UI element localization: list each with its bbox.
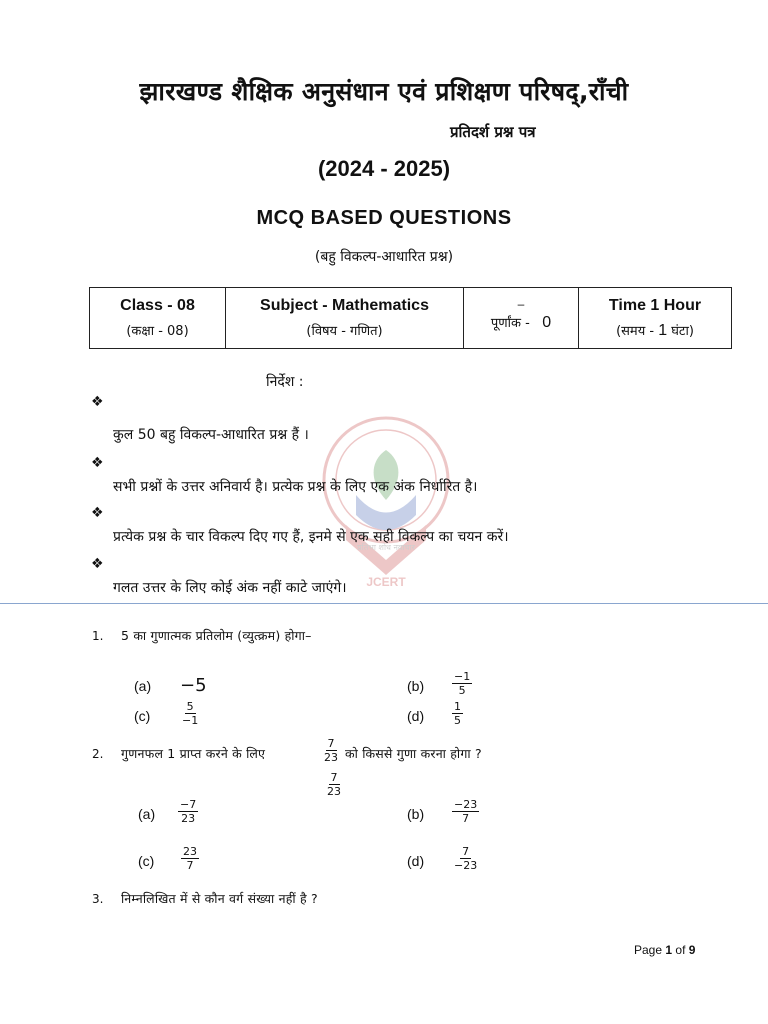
paper-title-hindi: (बहु विकल्प-आधारित प्रश्न) [314, 249, 454, 265]
marks-row [464, 313, 578, 332]
question-number: 3. [92, 892, 104, 906]
paper-type: प्रतिदर्श प्रश्न पत्र [450, 123, 536, 141]
option-value: −5 [180, 675, 207, 696]
fraction-numerator: −23 [454, 798, 478, 811]
time-label: Time 1 Hour [608, 296, 702, 314]
option-label: (a) [138, 806, 156, 822]
question-text-continued: को किससे गुणा करना होगा ? [345, 746, 482, 761]
class-label: Class - 08 [120, 297, 195, 314]
option-fraction [452, 700, 463, 727]
page-word: Page [634, 943, 663, 957]
instruction-item: प्रत्येक प्रश्न के चार विकल्प दिए गए हैं, इनमे से एक सही विकल्प का चयन करें। [113, 529, 509, 545]
marks-label: पूर्णांक - [490, 315, 530, 331]
fraction-numerator: 23 [183, 845, 197, 858]
paper-title: MCQ BASED QUESTIONS [256, 207, 512, 229]
fraction-denominator: 23 [181, 812, 196, 825]
fraction-denominator: −1 [182, 714, 199, 727]
option-fraction [452, 670, 472, 697]
instructions-heading: निर्देश : [266, 374, 304, 390]
page-current: 1 [665, 943, 673, 957]
academic-year: (2024 - 2025) [317, 156, 451, 181]
time-value: 1 [658, 321, 668, 339]
fraction-numerator: 1 [454, 700, 461, 713]
fraction-denominator: 7 [462, 812, 470, 825]
option-fraction [181, 845, 199, 872]
fraction-denominator: 23 [324, 751, 338, 764]
subject-label-hindi: (विषय - गणित) [306, 324, 383, 339]
fraction-denominator: −23 [454, 859, 478, 872]
fraction-numerator: −7 [180, 798, 197, 811]
page-total: 9 [688, 943, 696, 957]
watermark-text: JCERT [366, 575, 406, 589]
fraction-denominator: 5 [454, 714, 461, 727]
fraction-denominator: 5 [458, 684, 466, 697]
bullet-icon: ❖ [91, 505, 104, 521]
option-fraction [452, 798, 479, 825]
page-footer [634, 943, 695, 957]
time-label-hindi: (समय - [616, 323, 655, 339]
bullet-icon: ❖ [91, 556, 104, 572]
option-fraction [178, 798, 198, 825]
instruction-item: सभी प्रश्नों के उत्तर अनिवार्य है। प्रत्येक प्रश्न के लिए एक अंक निर्धारित है। [113, 479, 478, 495]
question-fraction [322, 737, 340, 764]
subject-cell [226, 288, 464, 349]
instruction-item: कुल 50 बहु विकल्प-आधारित प्रश्न हैं । [113, 427, 309, 443]
bullet-icon: ❖ [91, 455, 104, 471]
option-label: (c) [138, 853, 155, 869]
option-label: (b) [407, 678, 425, 694]
jcert-watermark-logo [316, 410, 456, 590]
fraction-denominator: 7 [186, 859, 194, 872]
class-label-hindi: (कक्षा - 08) [126, 324, 189, 339]
fraction-numerator: −1 [454, 670, 471, 683]
subject-label: Subject - Mathematics [260, 297, 429, 314]
option-label: (d) [407, 708, 425, 724]
marks-cell [464, 288, 579, 349]
marks-dash: – [517, 296, 525, 311]
fraction-numerator: 7 [327, 737, 335, 750]
fraction-numerator: 7 [330, 771, 338, 784]
question-text: गुणनफल 1 प्राप्त करने के लिए [121, 746, 266, 761]
info-table [89, 287, 732, 349]
watermark-motto: प्रतिभा शोध नवाचार [357, 543, 415, 552]
question-extra-fraction [325, 771, 343, 798]
class-cell [90, 288, 226, 349]
option-label: (b) [407, 806, 425, 822]
question-number: 2. [92, 747, 104, 761]
option-label: (d) [407, 853, 425, 869]
option-fraction [452, 845, 479, 872]
fraction-numerator: 5 [186, 700, 194, 713]
option-label: (c) [134, 708, 151, 724]
option-fraction [180, 700, 200, 727]
question-text: निम्नलिखित में से कौन वर्ग संख्या नहीं है ? [121, 891, 318, 906]
organization-title: झारखण्ड शैक्षिक अनुसंधान एवं प्रशिक्षण परिषद्,राँची [139, 77, 629, 106]
time-cell [579, 288, 732, 349]
question-text: 5 का गुणात्मक प्रतिलोम (व्युत्क्रम) होगा– [121, 628, 312, 643]
option-label: (a) [134, 678, 152, 694]
time-row-hindi [579, 321, 731, 340]
fraction-numerator: 7 [462, 845, 470, 858]
time-unit-hindi: घंटा) [671, 323, 694, 339]
bullet-icon: ❖ [91, 394, 104, 410]
question-number: 1. [92, 629, 104, 643]
section-divider [0, 603, 768, 604]
fraction-denominator: 23 [327, 785, 341, 798]
marks-value: 0 [542, 313, 552, 331]
of-word: of [675, 943, 686, 957]
instruction-item: गलत उत्तर के लिए कोई अंक नहीं काटे जाएंगे। [113, 580, 347, 596]
